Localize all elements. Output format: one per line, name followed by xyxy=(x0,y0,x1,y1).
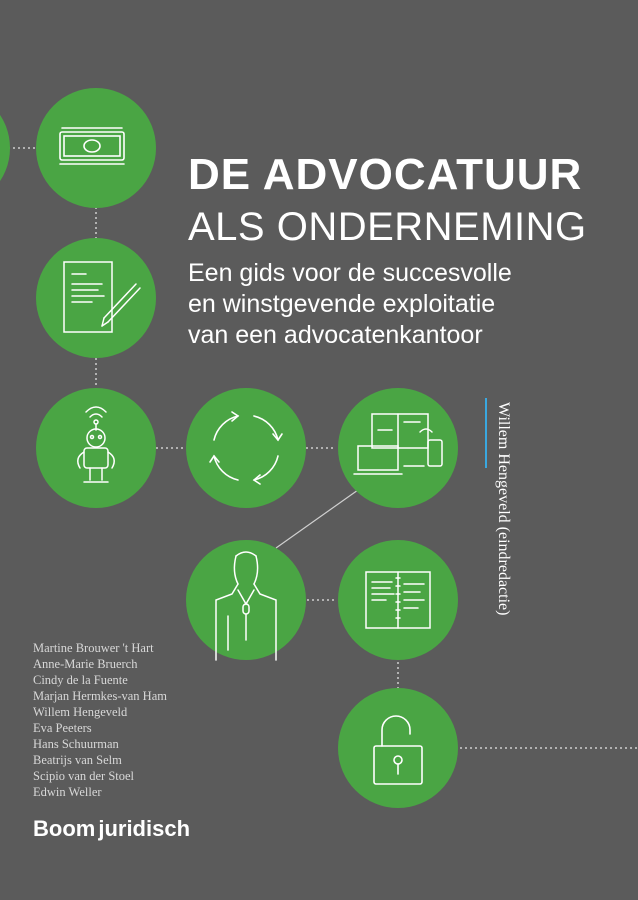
subtitle-line: Een gids voor de succesvolle xyxy=(188,259,512,287)
contributor: Anne-Marie Bruerch xyxy=(33,657,138,671)
subtitle-line: van een advocatenkantoor xyxy=(188,321,483,349)
contributor: Cindy de la Fuente xyxy=(33,673,128,687)
subtitle xyxy=(188,258,628,351)
diagonal-connector xyxy=(276,490,358,548)
contributor: Marjan Hermkes-van Ham xyxy=(33,689,167,703)
title-line-1: DE ADVOCATUUR xyxy=(188,150,583,199)
circle-padlock xyxy=(338,688,458,808)
contributor: Martine Brouwer 't Hart xyxy=(33,641,154,655)
contributor: Eva Peeters xyxy=(33,721,92,735)
publisher-name-part2: juridisch xyxy=(98,816,191,841)
edge-circle xyxy=(0,88,10,208)
circle-document xyxy=(36,238,156,358)
contributor: Beatrijs van Selm xyxy=(33,753,122,767)
contributor: Scipio van der Stoel xyxy=(33,769,135,783)
contributors-list xyxy=(33,640,167,800)
contributor: Willem Hengeveld xyxy=(33,705,128,719)
contributor: Hans Schuurman xyxy=(33,737,119,751)
author-accent-bar xyxy=(485,398,487,468)
author-vertical: Willem Hengeveld (eindredactie) xyxy=(495,402,512,616)
publisher-logo xyxy=(33,816,190,842)
publisher-name-part1: Boom xyxy=(33,816,96,841)
subtitle-line: en winstgevende exploitatie xyxy=(188,290,496,318)
circle-person xyxy=(186,540,306,660)
circle-money xyxy=(36,88,156,208)
title-line-2: ALS ONDERNEMING xyxy=(188,205,587,249)
circle-cycle xyxy=(186,388,306,508)
contributor: Edwin Weller xyxy=(33,785,102,799)
